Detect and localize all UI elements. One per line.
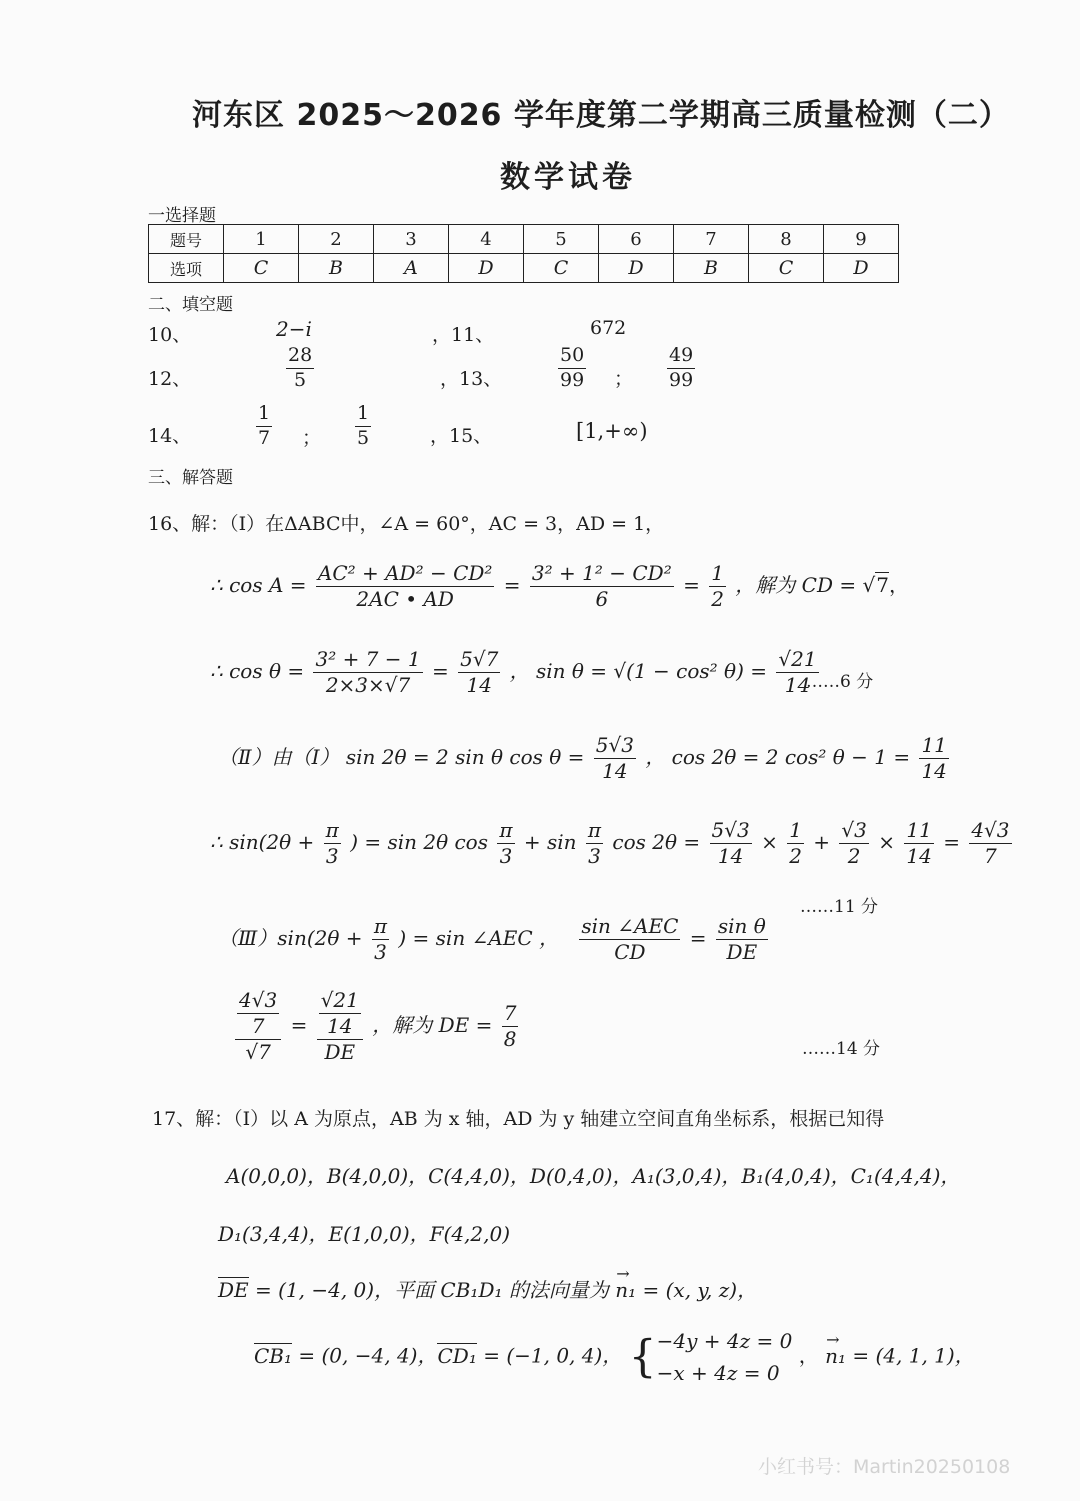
vector-de: DE xyxy=(218,1278,249,1302)
answer-option: C xyxy=(524,254,599,283)
section-fill-label: 二、填空题 xyxy=(148,295,233,315)
fraction-num: sin θ xyxy=(717,914,766,938)
fraction-den: 14 xyxy=(906,844,932,868)
answer-option: A xyxy=(374,254,449,283)
q17-line3: D₁(3,4,4)，E(1,0,0)，F(4,2,0) xyxy=(218,1222,511,1246)
math-text: cos 2θ = xyxy=(612,830,701,854)
fraction-den: 3 xyxy=(499,844,513,868)
math-text: = (−1, 0, 4)， xyxy=(476,1343,623,1368)
page-title: 河东区 2025～2026 学年度第二学期高三质量检测（二） xyxy=(192,98,1010,133)
fraction-num: 5√3 xyxy=(595,733,634,757)
q16-line3: ∴ cos θ = $\frac{\text{3² + 7 − 1}}{2\times 3\times√7}$ = $\frac{5√7}{14}$ ， sin θ = √(1 − cos² θ) = $\frac{√21}{14}$ xyxy=(210,647,817,697)
fraction-den: 99 xyxy=(560,368,585,391)
table-row xyxy=(149,225,899,254)
math-text: （Ⅲ）sin(2θ + xyxy=(218,926,363,950)
fraction-num: 49 xyxy=(667,344,695,369)
q13-separator: ； xyxy=(614,368,634,390)
fraction-num: π xyxy=(587,818,602,842)
watermark: 小红书号：Martin20250108 xyxy=(758,1456,1011,1478)
page-subtitle: 数学试卷 xyxy=(500,160,636,195)
fraction-den: 6 xyxy=(595,587,609,611)
equation-2: −x + 4z = 0 xyxy=(656,1361,780,1385)
fraction-den: 14 xyxy=(784,673,811,697)
q14-separator: ； xyxy=(302,427,322,449)
fraction-num: 11 xyxy=(921,733,947,757)
score-marker: ……11 分 xyxy=(800,897,879,917)
q16-line1: 16、解：（Ⅰ）在ΔABC中，∠A = 60°，AC = 3，AD = 1， xyxy=(148,513,665,535)
fraction-den: CD xyxy=(614,940,646,964)
answer-option: D xyxy=(824,254,899,283)
math-text: ) = sin 2θ cos xyxy=(350,830,488,854)
q10-answer: 2−i xyxy=(276,317,312,341)
question-number: 5 xyxy=(524,225,599,254)
math-text: = (0, −4, 4)， xyxy=(292,1343,438,1368)
math-text: n₁ xyxy=(825,1343,846,1368)
fraction-num: 1 xyxy=(355,402,371,427)
section-choice-label: 一选择题 xyxy=(148,206,216,226)
math-text: + sin xyxy=(523,830,577,854)
fraction-num: 1 xyxy=(256,402,272,427)
fraction-den: 5 xyxy=(357,426,370,449)
q11-label: ，11、 xyxy=(432,324,495,346)
vector-cd1: CD₁ xyxy=(437,1343,477,1368)
fraction-den: 99 xyxy=(669,368,694,391)
fraction-num: 4√3 xyxy=(971,818,1010,842)
vector-n1: → n₁ xyxy=(615,1264,637,1302)
sqrt-radicand: 7 xyxy=(876,573,889,597)
fraction-den: 14 xyxy=(466,673,492,697)
fraction-den: √7 xyxy=(245,1040,271,1064)
question-number: 9 xyxy=(824,225,899,254)
vector-cb1: CB₁ xyxy=(254,1343,293,1368)
fraction-num: 1 xyxy=(789,818,802,842)
q17-line4 xyxy=(218,1264,758,1303)
fraction-num: √21 xyxy=(320,988,359,1012)
answer-option: D xyxy=(599,254,674,283)
math-text: ∴ cos A = xyxy=(210,573,307,597)
q16-line2: ∴ cos A = $\frac{\text{AC² + AD² − CD²}}{2AC • AD}$ = $\frac{\text{3² + 1² − CD²}}{6}$ = $\frac{1}{2}$ ，解为 CD = √7， xyxy=(210,561,909,611)
row-header-number: 题号 xyxy=(149,225,224,254)
math-text: ) = sin ∠AEC ， xyxy=(398,926,560,950)
math-text: ， sin θ = √(1 − cos² θ) = xyxy=(509,659,768,683)
question-number: 3 xyxy=(374,225,449,254)
fraction-num: 3² + 7 − 1 xyxy=(315,647,421,671)
row-header-option: 选项 xyxy=(149,254,224,283)
fraction-den: 3 xyxy=(374,940,387,964)
fraction-num: √3 xyxy=(841,818,867,842)
q15-answer: [1,+∞) xyxy=(576,419,648,443)
fraction-den: 2AC • AD xyxy=(356,587,454,611)
answer-option: C xyxy=(749,254,824,283)
question-number: 8 xyxy=(749,225,824,254)
q16-line5: ∴ sin(2θ + $\frac{\pi}{3}$ ) = sin 2θ cos $\frac{\pi}{3}$ + sin $\frac{\pi}{3}$ cos 2θ = $\frac{5√3}{14}$ × $\frac{1}{2}$ + $\frac{√3}{2}$ × $\frac{11}{14}$ = $\frac{4√3}{7}$ xyxy=(210,818,1010,868)
fraction-num: 5√3 xyxy=(711,818,750,842)
fraction-den: 3 xyxy=(588,844,601,868)
fraction-num: 4√3 xyxy=(239,988,278,1012)
math-text: ∴ cos θ = xyxy=(210,659,305,683)
q14-answer-a xyxy=(253,402,275,451)
question-number: 2 xyxy=(299,225,374,254)
fraction-num: 3² + 1² − CD² xyxy=(531,561,672,585)
fraction-den: 7 xyxy=(251,1014,265,1038)
math-text: ，解为 CD = xyxy=(735,573,863,597)
compound-fraction-num xyxy=(235,988,281,1040)
compound-fraction-num xyxy=(317,988,363,1040)
q16-line4 xyxy=(218,733,952,784)
score-marker: ……6 分 xyxy=(806,672,874,692)
math-text: ∴ sin(2θ + xyxy=(210,830,315,854)
q16-line7: $\frac{\frac{4√3}{7}}{√7}$ = $\frac{\frac{√21}{14}}{DE}$ ，解为 DE = $\frac{7}{8}$ xyxy=(232,988,521,1065)
fraction-den: DE xyxy=(324,1040,356,1064)
answer-option: B xyxy=(674,254,749,283)
table-row xyxy=(149,254,899,283)
fraction-num: π xyxy=(325,818,339,842)
fraction-den: 7 xyxy=(984,844,997,868)
question-number: 7 xyxy=(674,225,749,254)
fraction-num: 28 xyxy=(286,344,314,369)
fraction-den: 2 xyxy=(711,587,724,611)
q12-answer xyxy=(283,344,317,393)
fraction-num: 5√7 xyxy=(460,647,499,671)
math-text: ，解为 DE = xyxy=(372,1013,493,1037)
score-marker: ……14 分 xyxy=(802,1039,881,1059)
fraction-num: AC² + AD² − CD² xyxy=(317,561,493,585)
question-number: 6 xyxy=(599,225,674,254)
answer-option: B xyxy=(299,254,374,283)
fraction-num: 7 xyxy=(503,1001,517,1025)
fraction-den: 14 xyxy=(602,759,628,783)
fraction-den: 3 xyxy=(325,844,339,868)
q13-label: ，13、 xyxy=(440,368,503,390)
q12-label: 12、 xyxy=(148,368,192,390)
math-text: （Ⅱ）由（Ⅰ） sin 2θ = 2 sin θ cos θ = xyxy=(218,745,585,769)
question-number: 4 xyxy=(449,225,524,254)
q17-line1: 17、解：（Ⅰ）以 A 为原点，AB 为 x 轴，AD 为 y 轴建立空间直角坐标系，根据已知得 xyxy=(152,1108,885,1130)
math-text: ， cos 2θ = 2 cos² θ − 1 = xyxy=(645,745,911,769)
q17-line5: CB₁ = (0, −4, 4)，CD₁ = (−1, 0, 4)， {−4y + 4z = 0 −x + 4z = 0 ， → n₁ = (4, 1, 1)， xyxy=(254,1329,975,1385)
q11-answer: 672 xyxy=(590,317,627,339)
math-text: = (x, y, z)， xyxy=(636,1278,758,1302)
question-number: 1 xyxy=(224,225,299,254)
q14-answer-b xyxy=(352,402,374,451)
q17-line2: A(0,0,0)，B(4,0,0)，C(4,4,0)，D(0,4,0)，A₁(3,0,4)，B₁(4,0,4)，C₁(4,4,4)， xyxy=(226,1164,961,1188)
fraction-den: 14 xyxy=(327,1014,353,1038)
q13-answer-b xyxy=(664,344,698,393)
fraction-num: π xyxy=(373,914,388,938)
math-text: = (1, −4, 0)，平面 CB₁D₁ 的法向量为 xyxy=(248,1278,616,1302)
q10-label: 10、 xyxy=(148,324,192,346)
q16-line6: （Ⅲ）sin(2θ + $\frac{\pi}{3}$ ) = sin ∠AEC ， $\frac{\text{sin ∠AEC}}{CD}$ = $\frac{\text{sin θ}}{DE}$ xyxy=(218,914,766,964)
q14-label: 14、 xyxy=(148,425,192,447)
q13-answer-a xyxy=(555,344,589,393)
fraction-den: 7 xyxy=(258,426,271,449)
fraction-num: 50 xyxy=(558,344,586,369)
fraction-num: sin ∠AEC xyxy=(581,914,679,938)
answer-option: C xyxy=(224,254,299,283)
fraction-num: 1 xyxy=(711,561,724,585)
fraction-den: 5 xyxy=(294,368,307,391)
math-text: = (4, 1, 1)， xyxy=(846,1343,975,1368)
fraction-num: 11 xyxy=(906,818,932,842)
fraction-den: 8 xyxy=(503,1027,517,1051)
math-text: n₁ xyxy=(615,1278,637,1302)
section-solution-label: 三、解答题 xyxy=(148,468,233,488)
fraction-den: 2 xyxy=(847,844,861,868)
equation-1: −4y + 4z = 0 xyxy=(656,1329,793,1353)
q15-label: ，15、 xyxy=(430,425,493,447)
fraction-den: DE xyxy=(726,940,758,964)
answer-option: D xyxy=(449,254,524,283)
fraction-den: 2 xyxy=(789,844,802,868)
fraction-den: 2×3×√7 xyxy=(325,673,411,697)
answer-table xyxy=(148,224,899,283)
fraction-den: 14 xyxy=(717,844,744,868)
fraction-num: √21 xyxy=(778,647,817,671)
vector-n1: → n₁ xyxy=(825,1329,846,1368)
fraction-num: π xyxy=(499,818,513,842)
fraction-den: 14 xyxy=(921,759,947,783)
